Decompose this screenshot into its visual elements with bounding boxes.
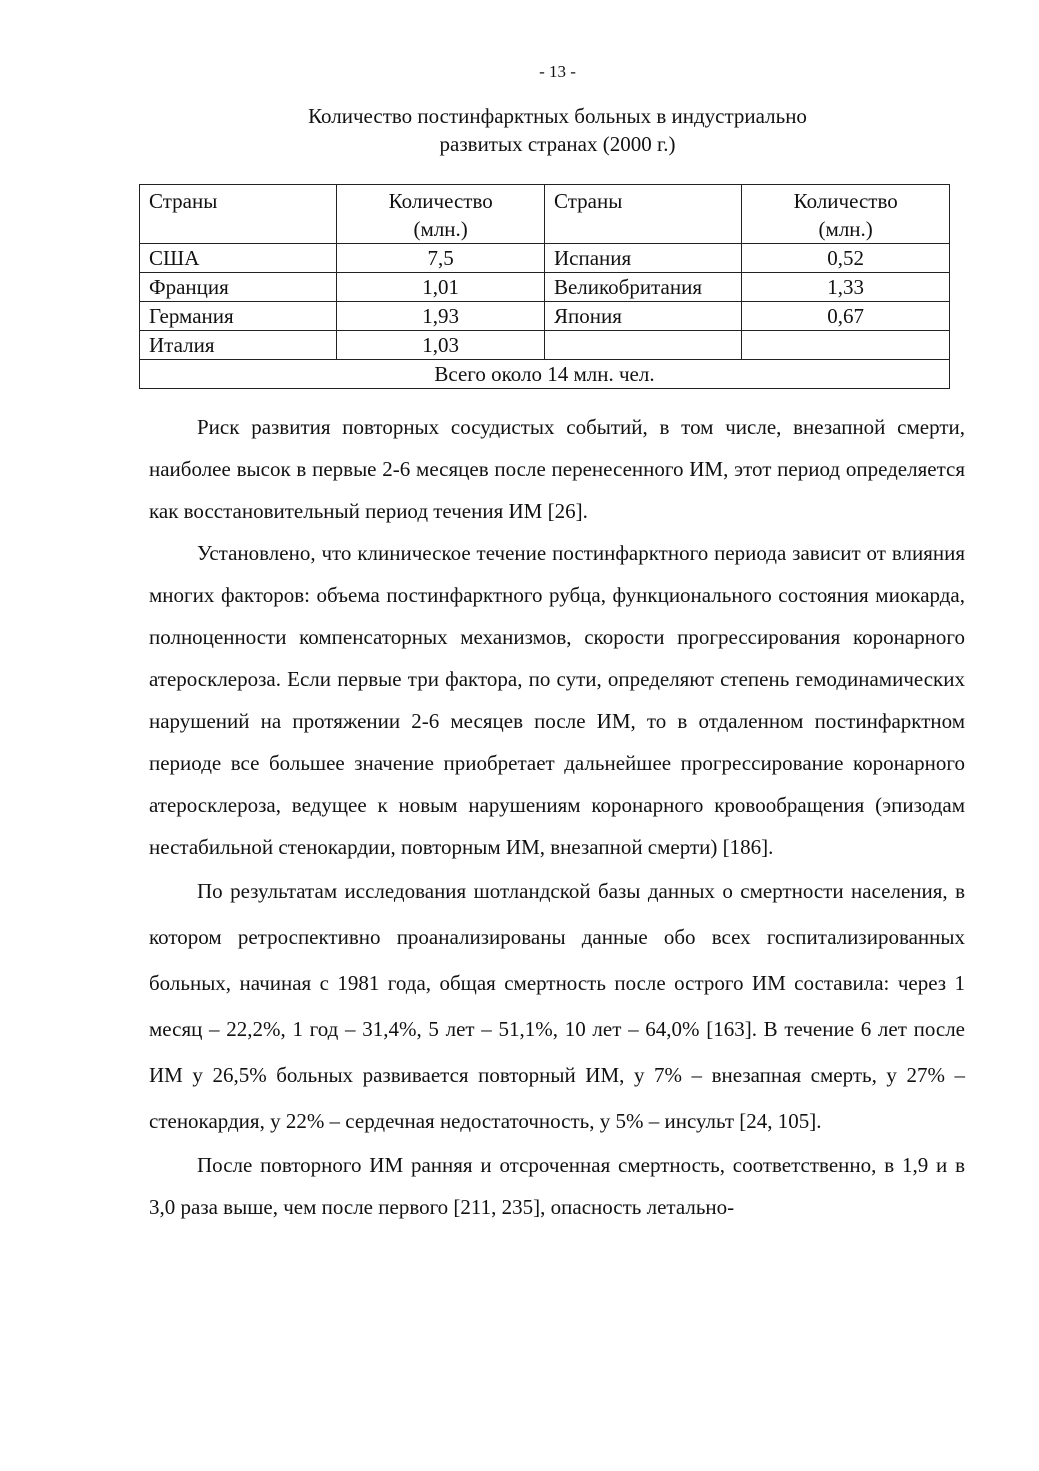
quantity-cell: 7,5	[337, 244, 545, 273]
paragraph-4: После повторного ИМ ранняя и отсроченная смертность, соответственно, в 1,9 и в 3,0 раза выше, чем после первого [211, 235], опасность летально-	[149, 1153, 965, 1219]
quantity-cell: 0,52	[742, 244, 950, 273]
header-quantity-2: Количество (млн.)	[742, 185, 950, 244]
paragraph-1: Риск развития повторных сосудистых событий, в том числе, внезапной смерти, наиболее высок в первые 2-6 месяцев после перенесенного ИМ, этот период определяется как восстановительный период течения ИМ [26].	[149, 415, 965, 523]
paragraph-3: По результатам исследования шотландской базы данных о смертности населения, в котором ретроспективно проанализированы данные обо всех госпитализированных больных, начиная с 1981 года, общая смертность после острого ИМ составила: через 1 месяц – 22,2%, 1 год – 31,4%, 5 лет – 51,1%, 10 лет – 64,0% [163]. В течение 6 лет после ИМ у 26,5% больных развивается повторный ИМ, у 7% – внезапная смерть, у 27% – стенокардия, у 22% – сердечная недостаточность, у 5% – инсульт [24, 105].	[149, 879, 965, 1133]
table-total-row	[140, 360, 950, 389]
table-title-line-2: развитых странах (2000 г.)	[439, 132, 676, 156]
quantity-cell: 1,01	[337, 273, 545, 302]
page-number: - 13 -	[539, 62, 576, 81]
country-cell: Великобритания	[544, 273, 741, 302]
countries-table	[139, 184, 950, 389]
table-row	[140, 273, 950, 302]
country-cell: Япония	[544, 302, 741, 331]
quantity-cell: 1,33	[742, 273, 950, 302]
table-row	[140, 331, 950, 360]
header-country-1: Страны	[140, 185, 337, 244]
quantity-cell: 0,67	[742, 302, 950, 331]
country-cell: США	[140, 244, 337, 273]
country-cell: Испания	[544, 244, 741, 273]
table-row	[140, 244, 950, 273]
quantity-cell: 1,93	[337, 302, 545, 331]
table-header-row	[140, 185, 950, 244]
table-title	[0, 102, 1039, 158]
country-cell: Италия	[140, 331, 337, 360]
country-cell: Франция	[140, 273, 337, 302]
table-title-line-1: Количество постинфарктных больных в индустриально	[308, 104, 807, 128]
country-cell	[544, 331, 741, 360]
quantity-cell	[742, 331, 950, 360]
paragraph-2: Установлено, что клиническое течение постинфарктного периода зависит от влияния многих факторов: объема постинфарктного рубца, функционального состояния миокарда, полноценности компенсаторных механизмов, скорости прогрессирования коронарного атеросклероза. Если первые три фактора, по сути, определяют степень гемодинамических нарушений на протяжении 2-6 месяцев после ИМ, то в отдаленном постинфарктном периоде все большее значение приобретает дальнейшее прогрессирование коронарного атеросклероза, ведущее к новым нарушениям коронарного кровообращения (эпизодам нестабильной стенокардии, повторным ИМ, внезапной смерти) [186].	[149, 541, 965, 859]
table-row	[140, 302, 950, 331]
header-country-2: Страны	[544, 185, 741, 244]
header-quantity-1: Количество (млн.)	[337, 185, 545, 244]
country-cell: Германия	[140, 302, 337, 331]
table-total: Всего около 14 млн. чел.	[140, 360, 950, 389]
body-text	[149, 406, 965, 1228]
quantity-cell: 1,03	[337, 331, 545, 360]
